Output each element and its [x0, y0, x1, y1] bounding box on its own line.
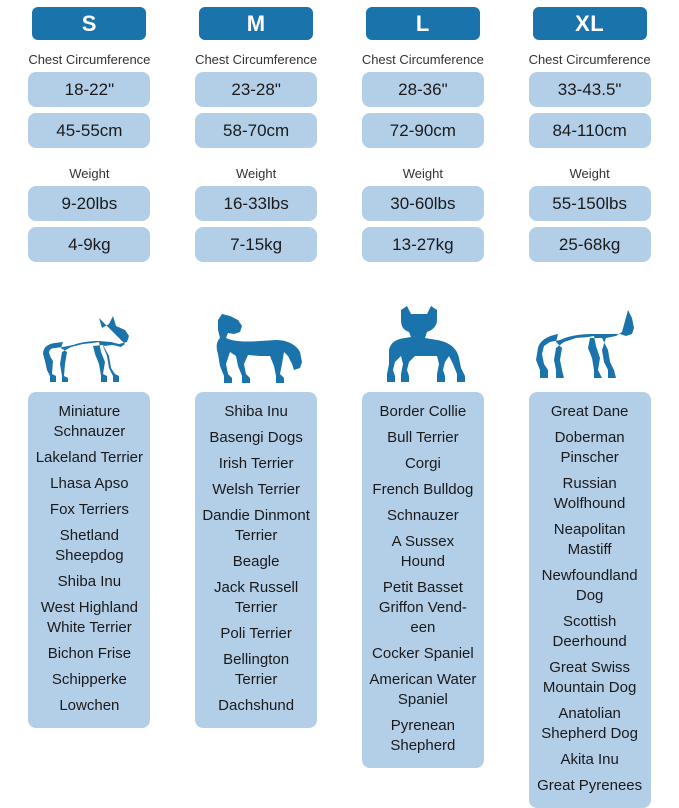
chest-label-l: Chest Circumference [361, 52, 484, 67]
chest-label-s: Chest Circumference [28, 52, 151, 67]
breed-list-s [28, 392, 150, 728]
size-column-l [340, 4, 507, 808]
large-dog-silhouette [371, 282, 475, 386]
breed-item: Welsh Terrier [212, 481, 301, 498]
breed-item: Anatolian Shepherd Dog [541, 705, 638, 742]
breed-item: American Water Spaniel [369, 671, 477, 708]
breed-item: Newfoundland Dog [541, 567, 638, 604]
breed-item: Great Swiss Mountain Dog [542, 659, 637, 696]
chest-cm-m: 58-70cm [195, 113, 317, 148]
size-badge-xl: XL [533, 7, 647, 40]
chest-cm-l: 72-90cm [362, 113, 484, 148]
breed-item: Schipperke [51, 671, 127, 688]
breed-item: Poli Terrier [220, 625, 292, 642]
weight-lbs-l: 30-60lbs [362, 186, 484, 221]
breed-item: Russian Wolfhound [553, 475, 626, 512]
breed-item: Jack Russell Terrier [214, 579, 299, 616]
breed-item: Bellington Terrier [223, 651, 290, 688]
breed-item: Akita Inu [560, 751, 619, 768]
breed-item: Dachshund [218, 697, 295, 714]
breed-item: Beagle [232, 553, 280, 570]
breed-item: Dandie Dinmont Terrier [202, 507, 310, 544]
chest-label-xl: Chest Circumference [528, 52, 651, 67]
breed-item: French Bulldog [372, 481, 474, 498]
medium-dog-silhouette [204, 282, 308, 386]
breed-item: Shiba Inu [224, 403, 288, 420]
breed-list-xl [529, 392, 651, 808]
breed-item: Great Pyrenees [537, 777, 643, 794]
breed-item: Lakeland Terrier [35, 449, 144, 466]
size-badge-m: M [199, 7, 313, 40]
weight-label-s: Weight [69, 166, 110, 181]
chest-label-m: Chest Circumference [195, 52, 318, 67]
breed-list-l [362, 392, 484, 768]
breed-item: Scottish Deerhound [552, 613, 627, 650]
breed-item: Fox Terriers [49, 501, 129, 518]
weight-lbs-m: 16-33lbs [195, 186, 317, 221]
weight-label-m: Weight [236, 166, 277, 181]
breed-item: A Sussex Hound [391, 533, 455, 570]
breed-item: Petit Basset Griffon Vend-een [378, 579, 467, 636]
breed-item: Neapolitan Mastiff [553, 521, 626, 558]
breed-item: Lowchen [59, 697, 120, 714]
weight-lbs-s: 9-20lbs [28, 186, 150, 221]
weight-label-l: Weight [402, 166, 443, 181]
chest-inches-m: 23-28" [195, 72, 317, 107]
weight-kg-l: 13-27kg [362, 227, 484, 262]
breed-item: Doberman Pinscher [554, 429, 625, 466]
breed-item: Schnauzer [387, 507, 459, 524]
size-column-m [173, 4, 340, 808]
extra-large-dog-silhouette [536, 282, 644, 386]
size-column-xl [506, 4, 673, 808]
weight-lbs-xl: 55-150lbs [529, 186, 651, 221]
chest-cm-xl: 84-110cm [529, 113, 651, 148]
breed-item: Shetland Sheepdog [55, 527, 124, 564]
breed-item: Pyrenean Shepherd [390, 717, 456, 754]
breed-item: Lhasa Apso [50, 475, 129, 492]
breed-item: Great Dane [550, 403, 629, 420]
breed-item: Bull Terrier [387, 429, 459, 446]
breed-item: Cocker Spaniel [372, 645, 474, 662]
breed-item: Bichon Frise [47, 645, 132, 662]
chest-inches-s: 18-22" [28, 72, 150, 107]
size-badge-s: S [32, 7, 146, 40]
breed-item: Shiba Inu [57, 573, 122, 590]
small-dog-silhouette [41, 282, 137, 386]
size-badge-l: L [366, 7, 480, 40]
breed-item: Border Collie [379, 403, 467, 420]
breed-item: Corgi [404, 455, 441, 472]
breed-item: Irish Terrier [218, 455, 294, 472]
chest-inches-l: 28-36" [362, 72, 484, 107]
breed-list-m [195, 392, 317, 728]
chest-inches-xl: 33-43.5" [529, 72, 651, 107]
weight-kg-m: 7-15kg [195, 227, 317, 262]
breed-item: Basengi Dogs [209, 429, 303, 446]
size-column-s [6, 4, 173, 808]
weight-kg-xl: 25-68kg [529, 227, 651, 262]
breed-item: West Highland White Terrier [40, 599, 139, 636]
chest-cm-s: 45-55cm [28, 113, 150, 148]
weight-label-xl: Weight [569, 166, 610, 181]
breed-item: Miniature Schnauzer [53, 403, 126, 440]
weight-kg-s: 4-9kg [28, 227, 150, 262]
